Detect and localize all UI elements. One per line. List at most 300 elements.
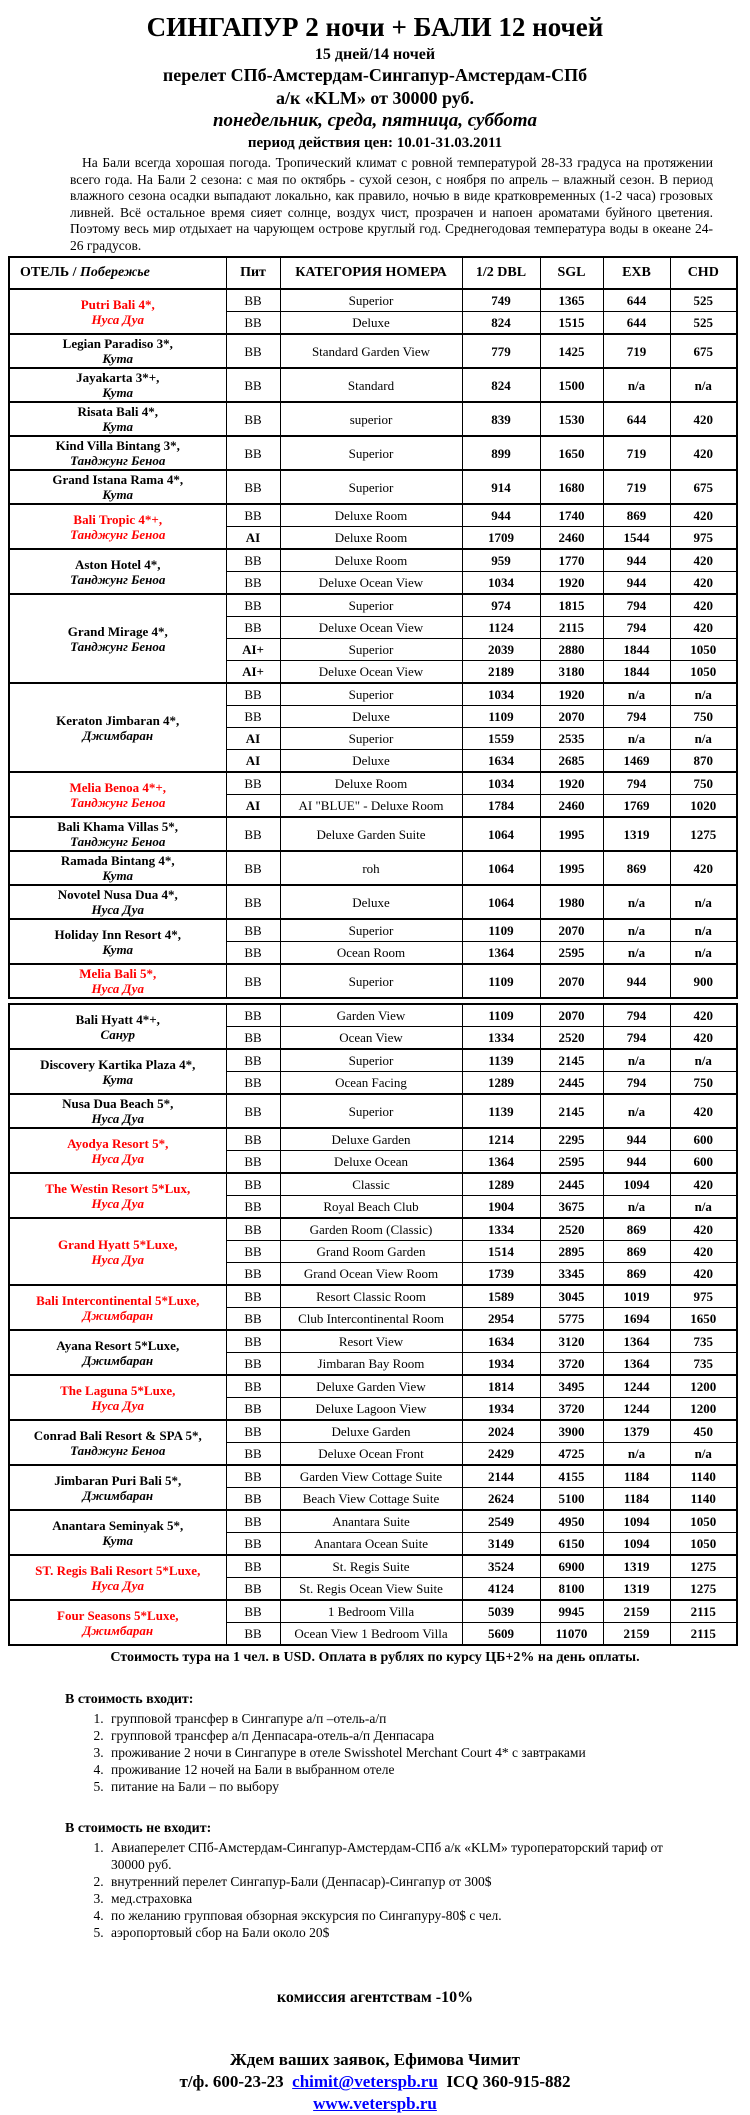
price-exb-cell: 1184 <box>603 1488 670 1511</box>
meal-plan-cell: BB <box>226 851 280 885</box>
price-exb-cell: 2159 <box>603 1600 670 1623</box>
meal-plan-cell: BB <box>226 436 280 470</box>
hotel-location: Санур <box>100 1026 136 1042</box>
price-chd-cell: 420 <box>670 1263 737 1286</box>
meal-plan-cell: BB <box>226 1488 280 1511</box>
price-row <box>9 334 737 368</box>
price-exb-cell: 1244 <box>603 1375 670 1398</box>
hotel-cell <box>9 549 226 594</box>
price-chd-cell: 420 <box>670 617 737 639</box>
price-row <box>9 504 737 527</box>
price-sgl-cell: 3675 <box>540 1196 603 1219</box>
price-dbl-cell: 1364 <box>462 942 540 965</box>
meal-plan-cell: BB <box>226 289 280 312</box>
hotel-cell <box>9 919 226 964</box>
price-chd-cell: 1275 <box>670 817 737 851</box>
meal-plan-cell: BB <box>226 368 280 402</box>
hotel-cell <box>9 817 226 851</box>
price-dbl-cell: 1064 <box>462 851 540 885</box>
hotel-name: Grand Mirage 4*, <box>67 623 168 639</box>
meal-plan-cell: BB <box>226 402 280 436</box>
price-exb-cell: 1364 <box>603 1330 670 1353</box>
hotel-location: Джимбаран <box>82 1307 154 1323</box>
price-sgl-cell: 2445 <box>540 1173 603 1196</box>
price-dbl-cell: 779 <box>462 334 540 368</box>
price-sgl-cell: 2445 <box>540 1072 603 1095</box>
price-chd-cell: 675 <box>670 334 737 368</box>
price-dbl-cell: 1559 <box>462 728 540 750</box>
price-exb-cell: n/a <box>603 728 670 750</box>
room-category-cell: Deluxe Room <box>280 504 462 527</box>
price-exb-cell: n/a <box>603 942 670 965</box>
price-chd-cell: 1200 <box>670 1375 737 1398</box>
meal-plan-cell: BB <box>226 1308 280 1331</box>
price-row <box>9 1555 737 1578</box>
price-row <box>9 851 737 885</box>
hotel-name: ST. Regis Bali Resort 5*Luxe, <box>35 1562 201 1578</box>
price-sgl-cell: 1815 <box>540 594 603 617</box>
agency-commission-line: комиссия агентствам -10% <box>276 1989 474 2007</box>
meal-plan-cell: BB <box>226 1049 280 1072</box>
room-category-cell: Garden Room (Classic) <box>280 1218 462 1241</box>
price-exb-cell: 794 <box>603 1027 670 1050</box>
price-dbl-cell: 2429 <box>462 1443 540 1466</box>
price-dbl-cell: 1109 <box>462 706 540 728</box>
price-exb-cell: 944 <box>603 964 670 998</box>
list-item: 3. проживание 2 ночи в Сингапуре в отеле Swisshotel Merchant Court 4* с завтраками <box>107 1744 671 1761</box>
room-category-cell: Deluxe Room <box>280 772 462 795</box>
meal-plan-cell: BB <box>226 572 280 595</box>
price-sgl-cell: 4950 <box>540 1510 603 1533</box>
hotel-cell <box>9 1420 226 1465</box>
meal-plan-cell: BB <box>226 1128 280 1151</box>
price-exb-cell: n/a <box>603 1049 670 1072</box>
room-category-cell: Deluxe Garden View <box>280 1375 462 1398</box>
meal-plan-cell: AI <box>226 527 280 550</box>
room-category-cell: Deluxe Ocean Front <box>280 1443 462 1466</box>
hotel-cell <box>9 964 226 998</box>
hotel-name: Risata Bali 4*, <box>77 404 159 420</box>
price-sgl-cell: 2535 <box>540 728 603 750</box>
room-category-cell: Resort View <box>280 1330 462 1353</box>
price-dbl-cell: 2624 <box>462 1488 540 1511</box>
price-chd-cell: 900 <box>670 964 737 998</box>
hotel-location: Танджунг Беноа <box>70 834 166 850</box>
price-dbl-cell: 959 <box>462 549 540 572</box>
room-category-cell: Deluxe Ocean View <box>280 661 462 684</box>
included-list <box>65 1710 750 1795</box>
hotel-location: Нуса Дуа <box>91 1577 145 1593</box>
price-chd-cell: n/a <box>670 1443 737 1466</box>
price-sgl-cell: 3720 <box>540 1353 603 1376</box>
hotel-name: Grand Istana Rama 4*, <box>52 472 184 488</box>
price-sgl-cell: 2070 <box>540 706 603 728</box>
room-category-cell: roh <box>280 851 462 885</box>
hotel-name: Melia Bali 5*, <box>79 966 157 982</box>
price-dbl-cell: 1934 <box>462 1353 540 1376</box>
phone-number: т/ф. 600-23-23 <box>179 2072 284 2092</box>
price-sgl-cell: 3045 <box>540 1285 603 1308</box>
meal-plan-cell: BB <box>226 594 280 617</box>
price-exb-cell: 1319 <box>603 817 670 851</box>
price-sgl-cell: 2895 <box>540 1241 603 1263</box>
price-row <box>9 919 737 942</box>
price-exb-cell: 944 <box>603 1128 670 1151</box>
price-dbl-cell: 1109 <box>462 1004 540 1027</box>
price-row <box>9 470 737 504</box>
price-chd-cell: 1650 <box>670 1308 737 1331</box>
meal-plan-cell: BB <box>226 1218 280 1241</box>
price-chd-cell: 420 <box>670 1173 737 1196</box>
hotel-cell <box>9 470 226 504</box>
column-header-exb: EXB <box>603 257 670 289</box>
price-exb-cell: 1844 <box>603 661 670 684</box>
price-exb-cell: 1019 <box>603 1285 670 1308</box>
price-exb-cell: 719 <box>603 436 670 470</box>
hotel-location: Нуса Дуа <box>91 1195 145 1211</box>
price-chd-cell: 2115 <box>670 1623 737 1646</box>
price-exb-cell: n/a <box>603 1094 670 1128</box>
room-category-cell: 1 Bedroom Villa <box>280 1600 462 1623</box>
room-category-cell: Classic <box>280 1173 462 1196</box>
price-dbl-cell: 4124 <box>462 1578 540 1601</box>
price-chd-cell: 420 <box>670 549 737 572</box>
hotel-name: Ayana Resort 5*Luxe, <box>56 1337 180 1353</box>
price-dbl-cell: 899 <box>462 436 540 470</box>
price-exb-cell: 869 <box>603 504 670 527</box>
airline-price-line: а/к «KLM» от 30000 руб. <box>275 87 474 108</box>
flight-route-line: перелет СПб-Амстердам-Сингапур-Амстердам-СПб <box>162 65 588 86</box>
room-category-cell: Standard Garden View <box>280 334 462 368</box>
hotel-name: Keraton Jimbaran 4*, <box>56 712 180 728</box>
price-dbl-cell: 1289 <box>462 1173 540 1196</box>
meal-plan-cell: BB <box>226 1241 280 1263</box>
room-category-cell: Resort Classic Room <box>280 1285 462 1308</box>
meal-plan-cell: BB <box>226 1004 280 1027</box>
room-category-cell: Deluxe Garden <box>280 1128 462 1151</box>
meal-plan-cell: BB <box>226 919 280 942</box>
price-sgl-cell: 1680 <box>540 470 603 504</box>
contact-details-line <box>0 2071 750 2093</box>
meal-plan-cell: BB <box>226 1151 280 1174</box>
room-category-cell: Ocean Facing <box>280 1072 462 1095</box>
price-chd-cell: 420 <box>670 1004 737 1027</box>
price-dbl-cell: 3149 <box>462 1533 540 1556</box>
list-item: 5. питание на Бали – по выбору <box>107 1778 671 1795</box>
price-chd-cell: 975 <box>670 1285 737 1308</box>
price-dbl-cell: 5609 <box>462 1623 540 1646</box>
hotel-price-table-bottom <box>8 1003 738 1646</box>
not-included-block <box>0 1821 750 1941</box>
room-category-cell: Superior <box>280 436 462 470</box>
hotel-name: Jayakarta 3*+, <box>76 370 160 386</box>
room-category-cell: Deluxe Garden Suite <box>280 817 462 851</box>
price-dbl-cell: 1289 <box>462 1072 540 1095</box>
hotel-cell <box>9 1218 226 1285</box>
meal-plan-cell: BB <box>226 772 280 795</box>
room-category-cell: Deluxe <box>280 706 462 728</box>
price-chd-cell: 750 <box>670 772 737 795</box>
price-sgl-cell: 9945 <box>540 1600 603 1623</box>
price-dbl-cell: 1034 <box>462 772 540 795</box>
price-sgl-cell: 4155 <box>540 1465 603 1488</box>
price-sgl-cell: 3495 <box>540 1375 603 1398</box>
price-chd-cell: n/a <box>670 683 737 706</box>
price-dbl-cell: 1034 <box>462 572 540 595</box>
price-exb-cell: 644 <box>603 289 670 312</box>
hotel-location: Танджунг Беноа <box>70 453 166 469</box>
room-category-cell: Beach View Cottage Suite <box>280 1488 462 1511</box>
hotel-cell <box>9 289 226 334</box>
price-row <box>9 1218 737 1241</box>
hotel-cell <box>9 1330 226 1375</box>
price-row <box>9 368 737 402</box>
price-sgl-cell: 3120 <box>540 1330 603 1353</box>
hotel-name: Bali Khama Villas 5*, <box>57 819 179 835</box>
price-dbl-cell: 1334 <box>462 1027 540 1050</box>
price-exb-cell: 1319 <box>603 1555 670 1578</box>
hotel-name: The Laguna 5*Luxe, <box>60 1382 176 1398</box>
hotel-cell <box>9 1285 226 1330</box>
contact-block <box>0 2049 750 2115</box>
price-sgl-cell: 1995 <box>540 851 603 885</box>
hotel-cell <box>9 1510 226 1555</box>
price-sgl-cell: 6150 <box>540 1533 603 1556</box>
hotel-location: Кута <box>102 868 134 884</box>
column-header-sgl: SGL <box>540 257 603 289</box>
included-title: В стоимость входит: <box>65 1692 194 1708</box>
price-dbl-cell: 1589 <box>462 1285 540 1308</box>
hotel-cell <box>9 504 226 549</box>
price-period-line: период действия цен: 10.01-31.03.2011 <box>247 134 503 151</box>
price-chd-cell: n/a <box>670 368 737 402</box>
meal-plan-cell: BB <box>226 1263 280 1286</box>
price-row <box>9 1173 737 1196</box>
price-chd-cell: 525 <box>670 312 737 335</box>
price-dbl-cell: 1214 <box>462 1128 540 1151</box>
meal-plan-cell: BB <box>226 1173 280 1196</box>
price-chd-cell: 1275 <box>670 1555 737 1578</box>
hotel-location: Нуса Дуа <box>91 902 145 918</box>
price-dbl-cell: 974 <box>462 594 540 617</box>
hotel-name: Putri Bali 4*, <box>80 296 155 312</box>
meal-plan-cell: BB <box>226 1398 280 1421</box>
room-category-cell: Superior <box>280 728 462 750</box>
hotel-location: Джимбаран <box>82 1622 154 1638</box>
room-category-cell: Superior <box>280 964 462 998</box>
room-category-cell: Deluxe <box>280 885 462 919</box>
price-sgl-cell: 1515 <box>540 312 603 335</box>
price-sgl-cell: 2685 <box>540 750 603 773</box>
hotel-name: Anantara Seminyak 5*, <box>52 1517 184 1533</box>
price-dbl-cell: 2144 <box>462 1465 540 1488</box>
room-category-cell: St. Regis Ocean View Suite <box>280 1578 462 1601</box>
list-item: 1. Авиаперелет СПб-Амстердам-Сингапур-Амстердам-СПб а/к «KLM» туроператорский тариф от 30000 руб. <box>107 1839 671 1873</box>
price-exb-cell: 869 <box>603 851 670 885</box>
price-chd-cell: 735 <box>670 1330 737 1353</box>
price-dbl-cell: 1634 <box>462 1330 540 1353</box>
price-chd-cell: n/a <box>670 1196 737 1219</box>
price-exb-cell: 1769 <box>603 795 670 818</box>
price-chd-cell: 1050 <box>670 639 737 661</box>
room-category-cell: Deluxe Ocean <box>280 1151 462 1174</box>
price-chd-cell: 2115 <box>670 1600 737 1623</box>
meal-plan-cell: BB <box>226 504 280 527</box>
price-sgl-cell: 2070 <box>540 964 603 998</box>
included-block <box>0 1692 750 1795</box>
price-exb-cell: 794 <box>603 617 670 639</box>
price-chd-cell: 1050 <box>670 1533 737 1556</box>
price-chd-cell: 735 <box>670 1353 737 1376</box>
room-category-cell: Royal Beach Club <box>280 1196 462 1219</box>
price-sgl-cell: 11070 <box>540 1623 603 1646</box>
meal-plan-cell: AI <box>226 750 280 773</box>
price-chd-cell: n/a <box>670 885 737 919</box>
hotel-location: Нуса Дуа <box>91 1251 145 1267</box>
meal-plan-cell: AI <box>226 728 280 750</box>
price-row <box>9 885 737 919</box>
price-chd-cell: 420 <box>670 1027 737 1050</box>
meal-plan-cell: BB <box>226 1072 280 1095</box>
price-dbl-cell: 1634 <box>462 750 540 773</box>
meal-plan-cell: BB <box>226 1285 280 1308</box>
price-exb-cell: 1184 <box>603 1465 670 1488</box>
room-category-cell: Deluxe Garden <box>280 1420 462 1443</box>
room-category-cell: Ocean Room <box>280 942 462 965</box>
meal-plan-cell: BB <box>226 706 280 728</box>
price-row <box>9 1004 737 1027</box>
price-sgl-cell: 2295 <box>540 1128 603 1151</box>
room-category-cell: Deluxe Lagoon View <box>280 1398 462 1421</box>
price-exb-cell: 794 <box>603 1072 670 1095</box>
price-sgl-cell: 2460 <box>540 527 603 550</box>
price-chd-cell: 420 <box>670 851 737 885</box>
price-exb-cell: 794 <box>603 594 670 617</box>
price-chd-cell: n/a <box>670 728 737 750</box>
price-row <box>9 1600 737 1623</box>
meal-plan-cell: BB <box>226 1623 280 1646</box>
hotel-name: Bali Hyatt 4*+, <box>75 1011 160 1027</box>
hotel-cell <box>9 772 226 817</box>
price-row <box>9 1420 737 1443</box>
price-exb-cell: 869 <box>603 1263 670 1286</box>
price-row <box>9 549 737 572</box>
price-exb-cell: 944 <box>603 1151 670 1174</box>
hotel-location: Кута <box>102 941 134 957</box>
price-dbl-cell: 1124 <box>462 617 540 639</box>
room-category-cell: Deluxe Room <box>280 527 462 550</box>
price-exb-cell: n/a <box>603 683 670 706</box>
duration-line: 15 дней/14 ночей <box>314 46 436 64</box>
room-category-cell: St. Regis Suite <box>280 1555 462 1578</box>
price-exb-cell: 869 <box>603 1218 670 1241</box>
price-chd-cell: 750 <box>670 706 737 728</box>
room-category-cell: Grand Room Garden <box>280 1241 462 1263</box>
price-exb-cell: 644 <box>603 312 670 335</box>
meal-plan-cell: BB <box>226 1330 280 1353</box>
not-included-title: В стоимость не входит: <box>65 1821 212 1837</box>
price-row <box>9 402 737 436</box>
price-sgl-cell: 1920 <box>540 772 603 795</box>
email-link[interactable]: chimit@veterspb.ru <box>292 2072 438 2092</box>
column-header-meal: Пит <box>226 257 280 289</box>
price-dbl-cell: 5039 <box>462 1600 540 1623</box>
room-category-cell: Deluxe <box>280 750 462 773</box>
meal-plan-cell: BB <box>226 334 280 368</box>
price-exb-cell: 1319 <box>603 1578 670 1601</box>
hotel-location: Джимбаран <box>82 727 154 743</box>
page-title: СИНГАПУР 2 ночи + БАЛИ 12 ночей <box>146 12 604 42</box>
price-exb-cell: 719 <box>603 334 670 368</box>
price-sgl-cell: 2145 <box>540 1094 603 1128</box>
hotel-location: Джимбаран <box>82 1352 154 1368</box>
price-exb-cell: 944 <box>603 572 670 595</box>
price-chd-cell: 420 <box>670 436 737 470</box>
hotel-location: Джимбаран <box>82 1487 154 1503</box>
price-exb-cell: 1694 <box>603 1308 670 1331</box>
contact-person-line: Ждем ваших заявок, Ефимова Чимит <box>229 2050 520 2070</box>
column-header-chd: CHD <box>670 257 737 289</box>
room-category-cell: Superior <box>280 639 462 661</box>
price-dbl-cell: 3524 <box>462 1555 540 1578</box>
price-chd-cell: 1050 <box>670 1510 737 1533</box>
price-dbl-cell: 1034 <box>462 683 540 706</box>
meal-plan-cell: BB <box>226 942 280 965</box>
price-dbl-cell: 2549 <box>462 1510 540 1533</box>
price-sgl-cell: 1980 <box>540 885 603 919</box>
room-category-cell: Club Intercontinental Room <box>280 1308 462 1331</box>
price-dbl-cell: 1064 <box>462 817 540 851</box>
price-sgl-cell: 2880 <box>540 639 603 661</box>
room-category-cell: Superior <box>280 919 462 942</box>
price-sgl-cell: 2070 <box>540 1004 603 1027</box>
hotel-location: Танджунг Беноа <box>70 571 166 587</box>
website-link[interactable]: www.veterspb.ru <box>313 2094 437 2114</box>
meal-plan-cell: AI <box>226 795 280 818</box>
price-chd-cell: 1140 <box>670 1465 737 1488</box>
price-dbl-cell: 1364 <box>462 1151 540 1174</box>
price-dbl-cell: 1109 <box>462 919 540 942</box>
room-category-cell: Grand Ocean View Room <box>280 1263 462 1286</box>
price-chd-cell: 1140 <box>670 1488 737 1511</box>
price-sgl-cell: 3345 <box>540 1263 603 1286</box>
price-row <box>9 1510 737 1533</box>
meal-plan-cell: BB <box>226 1533 280 1556</box>
price-dbl-cell: 2039 <box>462 639 540 661</box>
room-category-cell: Superior <box>280 1049 462 1072</box>
price-dbl-cell: 749 <box>462 289 540 312</box>
price-row <box>9 964 737 998</box>
price-sgl-cell: 1530 <box>540 402 603 436</box>
hotel-name: Holiday Inn Resort 4*, <box>54 926 181 942</box>
price-sgl-cell: 5100 <box>540 1488 603 1511</box>
price-dbl-cell: 1139 <box>462 1094 540 1128</box>
price-chd-cell: 420 <box>670 572 737 595</box>
meal-plan-cell: BB <box>226 1353 280 1376</box>
price-sgl-cell: 3720 <box>540 1398 603 1421</box>
price-sgl-cell: 1650 <box>540 436 603 470</box>
column-header-hotel <box>9 257 226 289</box>
hotel-name: Jimbaran Puri Bali 5*, <box>54 1472 182 1488</box>
price-sgl-cell: 1365 <box>540 289 603 312</box>
price-exb-cell: 1244 <box>603 1398 670 1421</box>
room-category-cell: Ocean View 1 Bedroom Villa <box>280 1623 462 1646</box>
price-sgl-cell: 1770 <box>540 549 603 572</box>
price-sgl-cell: 2595 <box>540 1151 603 1174</box>
price-exb-cell: 794 <box>603 706 670 728</box>
list-item: 4. по желанию групповая обзорная экскурсия по Сингапуру-80$ с чел. <box>107 1907 671 1924</box>
meal-plan-cell: BB <box>226 1094 280 1128</box>
